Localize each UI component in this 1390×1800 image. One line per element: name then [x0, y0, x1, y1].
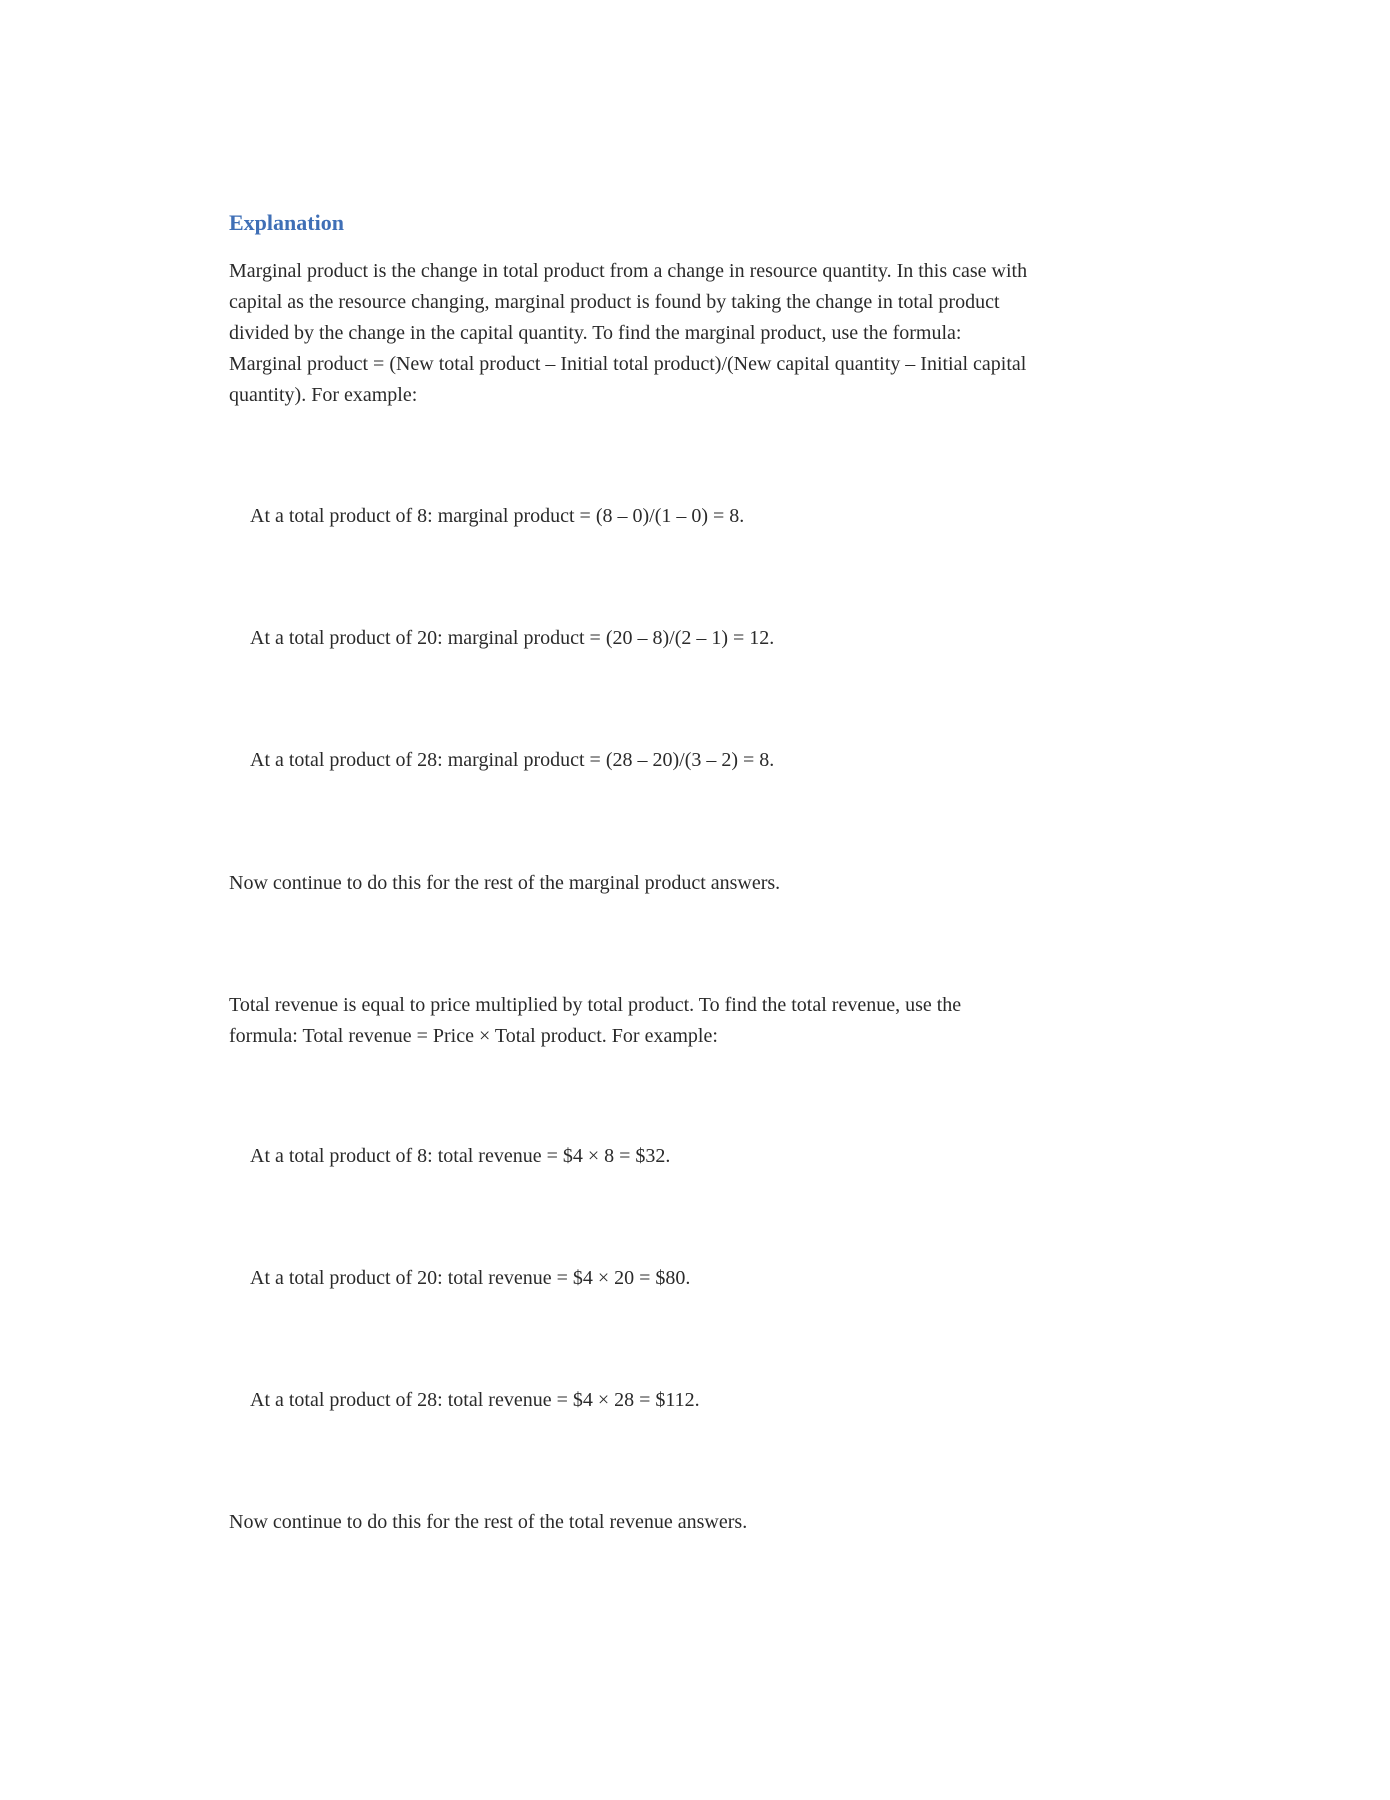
marginal-product-example: At a total product of 8: marginal product = (8 – 0)/(1 – 0) = 8. — [250, 505, 745, 527]
total-revenue-example: At a total product of 20: total revenue = $4 × 20 = $80. — [250, 1267, 691, 1289]
marginal-product-continue-note: Now continue to do this for the rest of the marginal product answers. — [229, 872, 781, 894]
marginal-product-example: At a total product of 28: marginal product = (28 – 20)/(3 – 2) = 8. — [250, 749, 775, 771]
explanation-heading: Explanation — [229, 210, 344, 235]
total-revenue-example: At a total product of 28: total revenue = $4 × 28 = $112. — [250, 1389, 700, 1411]
total-revenue-intro: Total revenue is equal to price multiplied by total product. To find the total revenue, use the formula: Total revenue = Price × Total product. For example: — [229, 994, 962, 1047]
total-revenue-continue-note: Now continue to do this for the rest of the total revenue answers. — [229, 1511, 748, 1533]
marginal-product-intro: Marginal product is the change in total product from a change in resource quantity. In this case with capital as the resource changing, marginal product is found by taking the change in total product divided by the change in the capital quantity. To find the marginal product, use the formula: Marginal product = (New total product – Initial total product)/(New capital quantity – Initial capital quantity). For example: — [229, 260, 1028, 406]
total-revenue-example: At a total product of 8: total revenue = $4 × 8 = $32. — [250, 1145, 671, 1167]
marginal-product-example: At a total product of 20: marginal product = (20 – 8)/(2 – 1) = 12. — [250, 627, 775, 649]
